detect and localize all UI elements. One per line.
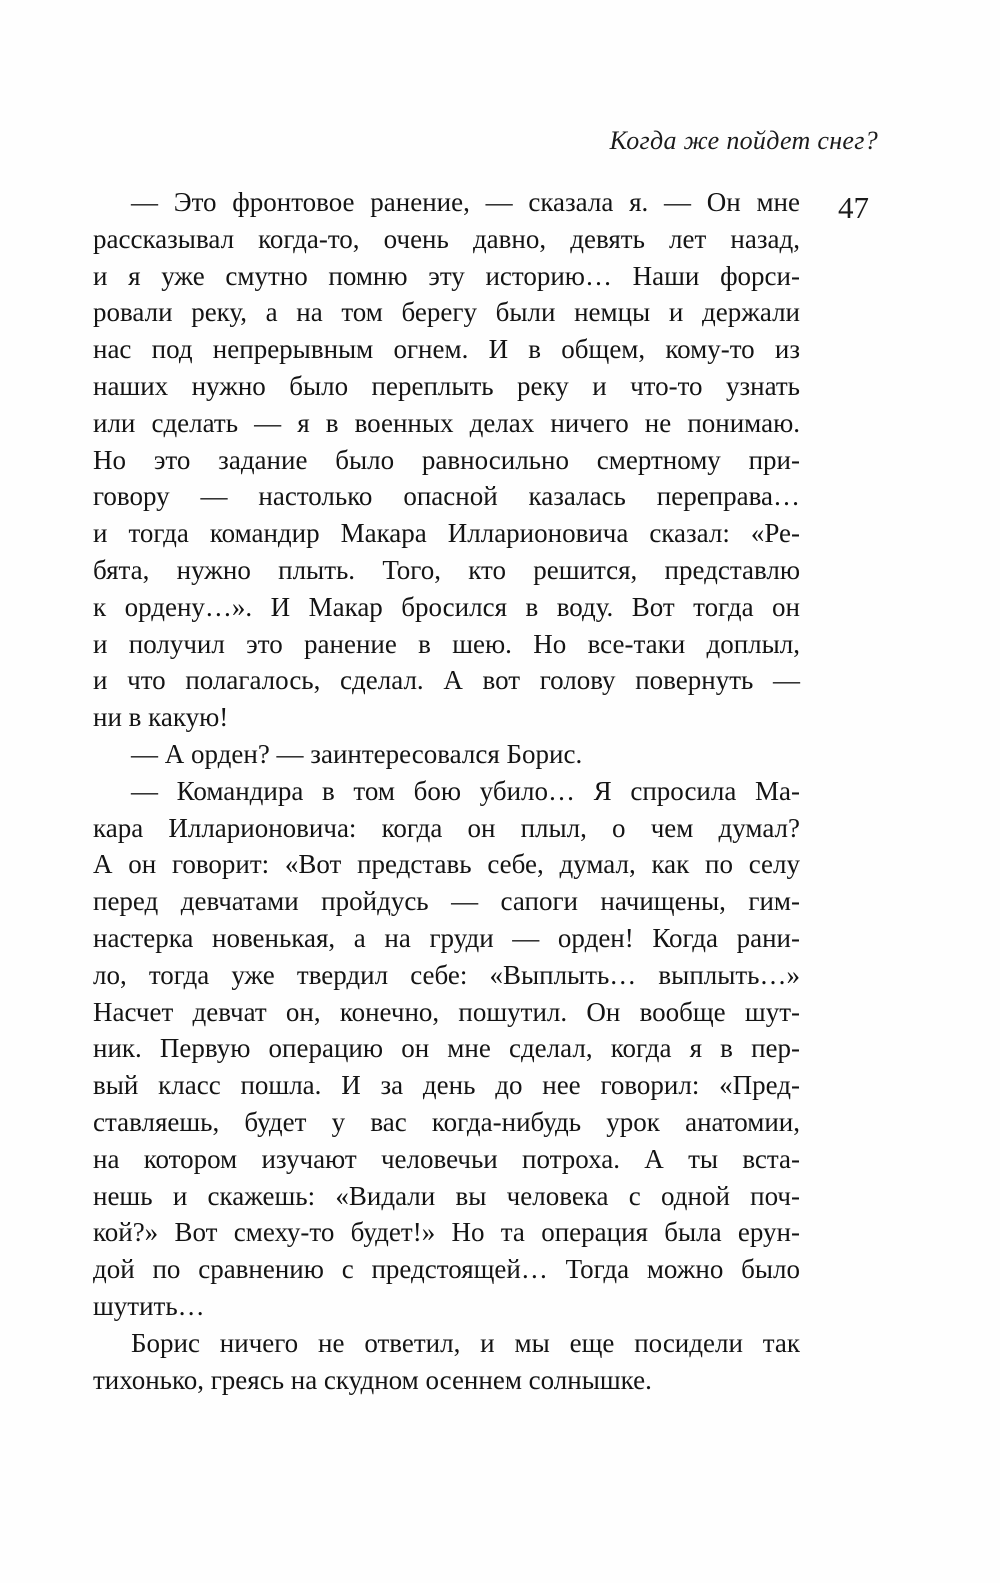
text-line: ровали реку, а на том берегу были немцы и держали: [93, 297, 800, 328]
text-line: и что полагалось, сделал. А вот голову повернуть —: [93, 665, 800, 696]
text-line: шутить…: [93, 1290, 205, 1321]
text-line: Но это задание было равносильно смертному при-: [93, 444, 800, 475]
text-line: — Командира в том бою убило… Я спросила Ма-: [131, 775, 800, 806]
text-line: к ордену…». И Макар бросился в воду. Вот тогда он: [93, 591, 800, 622]
text-line: нас под непрерывным огнем. И в общем, кому-то из: [93, 334, 800, 365]
text-line: или сделать — я в военных делах ничего не понимаю.: [93, 407, 800, 438]
text-line: бята, нужно плыть. Того, кто решится, представлю: [93, 554, 800, 585]
page-number: 47: [838, 190, 869, 225]
text-line: кара Илларионовича: когда он плыл, о чем думал?: [93, 812, 800, 843]
text-line: говору — настолько опасной казалась переправа…: [93, 481, 800, 512]
text-line: дой по сравнению с предстоящей… Тогда можно было: [93, 1254, 800, 1285]
body-text: [93, 184, 800, 1398]
text-line: Борис ничего не ответил, и мы еще посидели так: [131, 1327, 800, 1358]
text-line: вый класс пошла. И за день до нее говорил: «Пред-: [93, 1070, 800, 1101]
text-line: и я уже смутно помню эту историю… Наши форси-: [93, 260, 800, 291]
paragraph: [93, 1325, 800, 1399]
text-line: тихонько, греясь на скудном осеннем солнышке.: [93, 1364, 652, 1395]
text-line: — А орден? — заинтересовался Борис.: [131, 738, 583, 769]
paragraph: [93, 184, 800, 736]
text-line: нешь и скажешь: «Видали вы человека с одной поч-: [93, 1180, 800, 1211]
text-line: наших нужно было переплыть реку и что-то узнать: [93, 370, 800, 401]
paragraph: [93, 736, 800, 773]
text-line: на котором изучают человечьи потроха. А ты вста-: [93, 1143, 800, 1174]
text-line: ник. Первую операцию он мне сделал, когда я в пер-: [93, 1033, 800, 1064]
text-line: рассказывал когда-то, очень давно, девять лет назад,: [93, 223, 800, 254]
text-line: и получил это ранение в шею. Но все-таки доплыл,: [93, 628, 800, 659]
text-line: кой?» Вот смеху-то будет!» Но та операция была ерун-: [93, 1217, 800, 1248]
text-line: — Это фронтовое ранение, — сказала я. — Он мне: [131, 187, 800, 217]
text-line: Насчет девчат он, конечно, пошутил. Он вообще шут-: [93, 996, 800, 1027]
text-line: ни в какую!: [93, 702, 229, 733]
text-line: А он говорит: «Вот представь себе, думал, как по селу: [93, 849, 800, 880]
paragraph: [93, 773, 800, 1325]
text-line: ло, тогда уже твердил себе: «Выплыть… выплыть…»: [93, 959, 800, 990]
running-header: Когда же пойдет снег?: [609, 126, 878, 155]
text-line: настерка новенькая, а на груди — орден! Когда рани-: [93, 922, 800, 953]
text-line: перед девчатами пройдусь — сапоги начищены, гим-: [93, 886, 800, 917]
text-line: ставляешь, будет у вас когда-нибудь урок анатомии,: [93, 1106, 800, 1137]
text-line: и тогда командир Макара Илларионовича сказал: «Ре-: [93, 518, 800, 549]
